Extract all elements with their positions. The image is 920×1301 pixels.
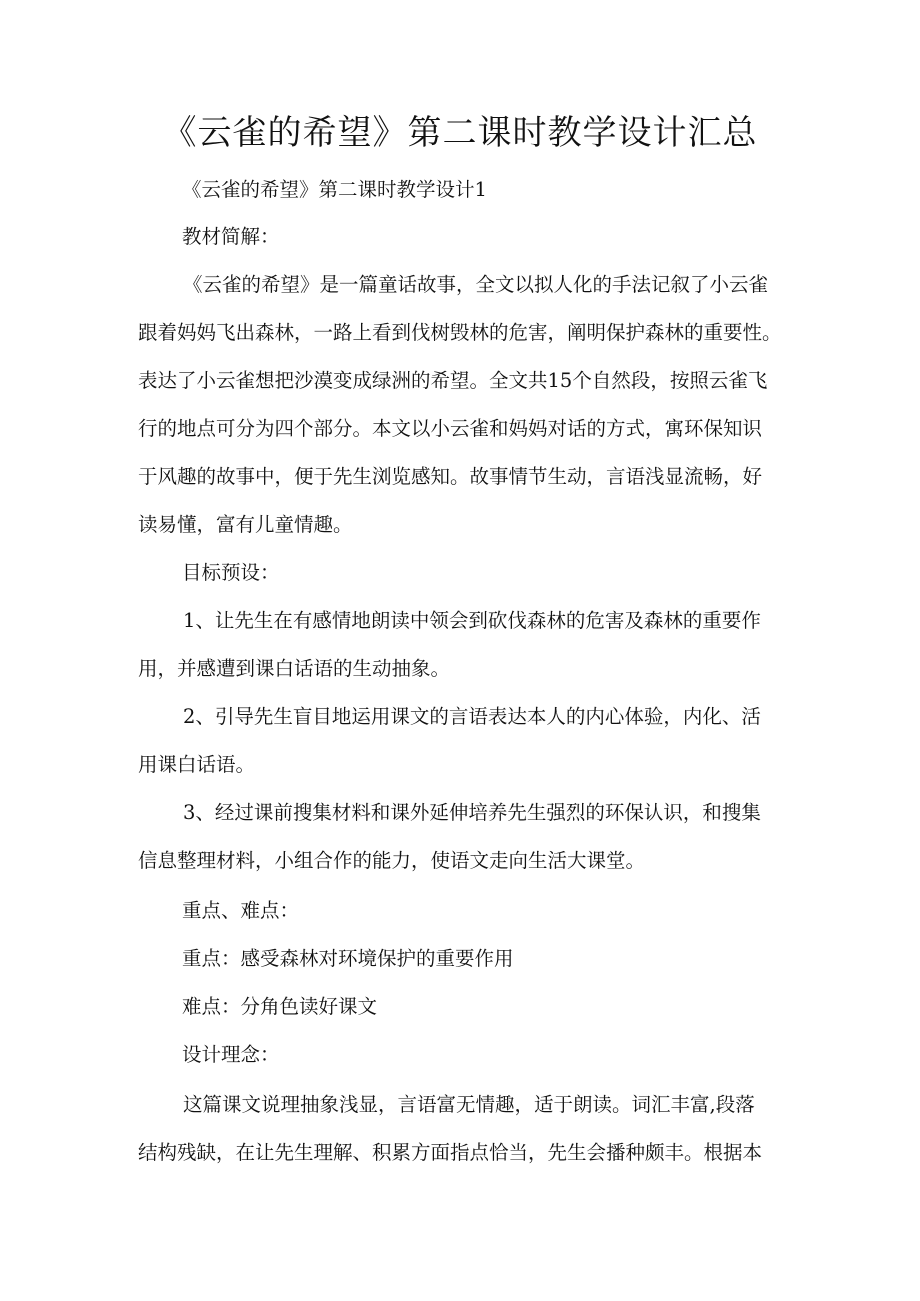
goal-line: 2、引导先生盲目地运用课文的言语表达本人的内心体验，内化、活 <box>183 705 761 728</box>
intro-line: 跟着妈妈飞出森林，一路上看到伐树毁林的危害，阐明保护森林的重要性。 <box>138 321 782 344</box>
goal-line: 3、经过课前搜集材料和课外延伸培养先生强烈的环保认识，和搜集 <box>183 801 761 824</box>
intro-line: 表达了小云雀想把沙漠变成绿洲的希望。全文共15个自然段，按照云雀飞 <box>138 369 768 392</box>
document-subtitle: 《云雀的希望》第二课时教学设计1 <box>182 178 487 201</box>
intro-line: 《云雀的希望》是一篇童话故事，全文以拟人化的手法记叙了小云雀 <box>183 273 769 296</box>
goals-heading: 目标预设： <box>182 561 280 584</box>
difficult-point: 难点：分角色读好课文 <box>182 995 378 1018</box>
goal-line: 用课白话语。 <box>138 753 256 776</box>
key-point: 重点：感受森林对环境保护的重要作用 <box>182 947 514 970</box>
intro-line: 行的地点可分为四个部分。本文以小云雀和妈妈对话的方式，寓环保知识 <box>138 417 763 440</box>
intro-heading: 教材简解： <box>182 225 280 248</box>
goal-line: 1、让先生在有感情地朗读中领会到砍伐森林的危害及森林的重要作 <box>183 609 761 632</box>
concept-heading: 设计理念： <box>182 1043 280 1066</box>
intro-line: 于风趣的故事中，便于先生浏览感知。故事情节生动，言语浅显流畅，好 <box>138 465 763 488</box>
key-heading: 重点、难点： <box>182 899 300 922</box>
goal-line: 用，并感遭到课白话语的生动抽象。 <box>138 657 451 680</box>
document-title: 《云雀的希望》第二课时教学设计汇总 <box>162 113 758 153</box>
goal-line: 信息整理材料，小组合作的能力，使语文走向生活大课堂。 <box>138 849 646 872</box>
intro-line: 读易懂，富有儿童情趣。 <box>138 513 353 536</box>
concept-line: 结构残缺，在让先生理解、积累方面指点恰当，先生会播种颇丰。根据本 <box>138 1141 763 1164</box>
concept-line: 这篇课文说理抽象浅显，言语富无情趣，适于朗读。词汇丰富,段落 <box>183 1093 755 1116</box>
